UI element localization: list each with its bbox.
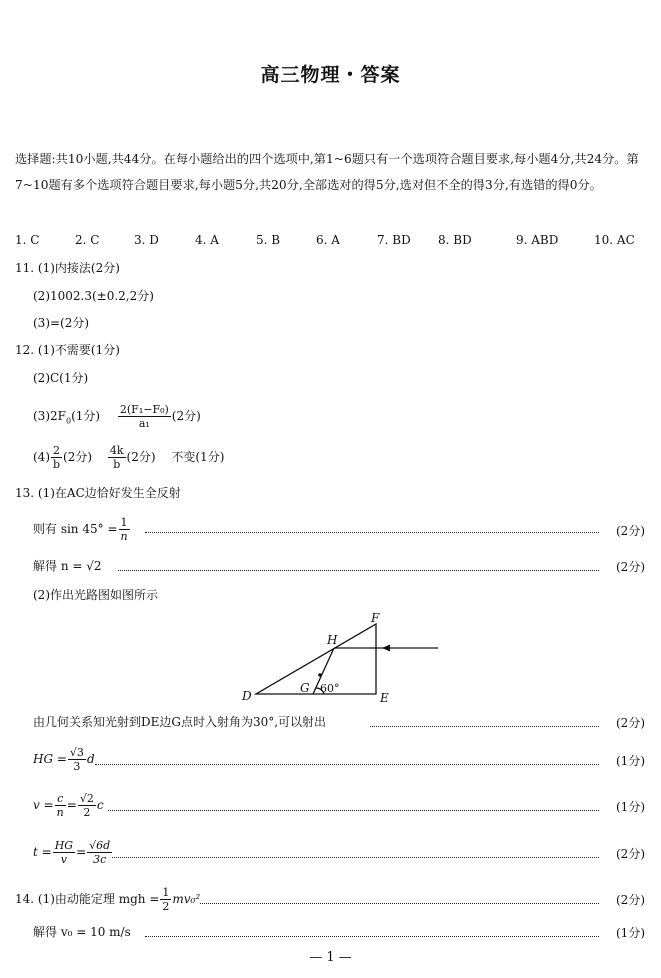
q12-part4: (4) $\frac{2}{b}$ (2分) $\frac{4k}{b}$ (2分) 不变(1分) [33,444,225,471]
label-d: D [242,689,252,703]
score: (1分) [616,754,645,768]
fraction: $\frac{HG}{v}$ [54,839,74,866]
page-number: — 1 — [309,950,352,965]
q13-eq4: HG = $\frac{√3}{3}$ d [33,746,95,773]
q12-part1: 12. (1)不需要(1分) [15,343,120,357]
label-e: E [380,691,389,705]
mc-answer: 9. ABD [516,233,559,247]
mc-answer: 6. A [316,233,340,247]
q13-eq2: 解得 n = √2 [33,559,102,573]
q11-part1: 11. (1)内接法(2分) [15,261,120,275]
leader-dots [108,810,599,811]
q12-fraction-2-b: $\frac{2}{b}$ [53,444,61,471]
prism-triangle [256,624,376,694]
q13-part2: (2)作出光路图如图所示 [33,588,158,602]
q13-fraction-1-n: $\frac{1}{n}$ [120,516,128,543]
q11-part3: (3)=(2分) [33,316,90,330]
score: (2分) [616,560,645,574]
leader-dots [118,570,599,571]
fraction: $\frac{c}{n}$ [56,792,64,819]
mc-answer: 1. C [15,233,40,247]
q12-part3: $(3)2F_0(1$分) $\frac{\text{2(F₁−F₀)}}{\text{a₁}}$ (2分) [33,403,201,430]
fraction: $\frac{√3}{3}$ [69,746,84,773]
leader-dots [112,857,599,858]
leader-dots [145,532,599,533]
q13-eq5: v = $\frac{c}{n}$ = $\frac{√2}{2}$ c [33,792,104,819]
mc-answer: 5. B [256,233,281,247]
q13-eq6: t = $\frac{HG}{v}$ = $\frac{√6d}{3c}$ [33,839,111,866]
score: (1分) [616,800,645,814]
mc-answer: 7. BD [377,233,411,247]
fraction: $\frac{√6d}{3c}$ [89,839,111,866]
mc-answer: 2. C [75,233,100,247]
q12-part2: (2)C(1分) [33,371,89,385]
leader-dots [200,903,599,904]
label-f: F [371,611,380,625]
q11-part2: (2)1002.3(±0.2,2分) [33,289,154,303]
label-g: G [300,681,310,695]
angle-label: 60° [320,682,340,695]
q13-part1: 13. (1)在AC边恰好发生全反射 [15,486,181,500]
q12-fraction: $\frac{\text{2(F₁−F₀)}}{\text{a₁}}$ [119,403,169,430]
mc-answer: 3. D [134,233,159,247]
leader-dots [370,726,599,727]
ray-arrow-icon [382,645,390,652]
score: (2分) [616,716,645,730]
q14-part2: 解得 v₀ = 10 m/s [33,925,131,939]
score: (2分) [616,893,645,907]
score: (1分) [616,926,645,940]
mc-answer: 8. BD [438,233,472,247]
score: (2分) [616,524,645,538]
leader-dots [95,764,599,765]
ray-arrow-dot [318,673,322,677]
q13-eq3: 由几何关系知光射到DE边G点时入射角为30°,可以射出 [33,715,327,729]
mc-answer: 4. A [195,233,219,247]
mc-answer: 10. AC [594,233,635,247]
label-h: H [327,633,338,647]
fraction: $\frac{1}{2}$ [162,886,170,913]
fraction: $\frac{√2}{2}$ [79,792,94,819]
leader-dots [145,936,599,937]
q12-fraction-4k-b: $\frac{4k}{b}$ [109,444,124,471]
score: (2分) [616,847,645,861]
light-path-diagram [230,608,450,708]
instructions-paragraph: 选择题:共10小题,共44分。在每小题给出的四个选项中,第1~6题只有一个选项符合题目要求,每小题4分,共24分。第7~10题有多个选项符合题目要求,每小题5分,共20分,全部选对的得5分,选对但不全的得3分,有选错的得0分。 [15,152,639,192]
q14-part1: 14. (1)由动能定理 mgh = $\frac{1}{2}$ mv₀² [15,886,201,913]
q13-eq1: 则有 sin 45° = $\frac{1}{n}$ [33,516,128,543]
page-title: 高三物理・答案 [260,64,401,86]
